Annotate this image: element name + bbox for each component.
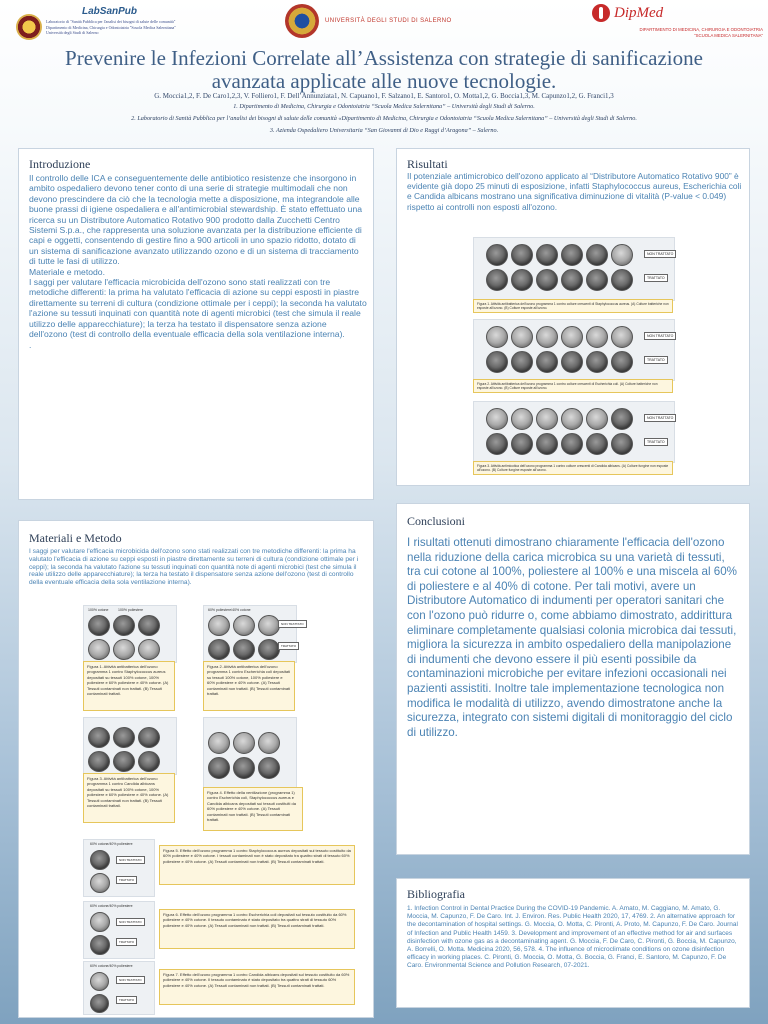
petri-dish bbox=[586, 408, 608, 430]
petri-dish bbox=[536, 351, 558, 373]
petri-dish bbox=[511, 433, 533, 455]
petri-dish bbox=[536, 433, 558, 455]
dipmed-wordmark: DipMed bbox=[614, 5, 664, 21]
petri-dish bbox=[561, 244, 583, 266]
intro-title: Introduzione bbox=[29, 157, 91, 171]
petri-dish bbox=[536, 269, 558, 291]
petri-dish bbox=[138, 751, 160, 772]
petri-dish bbox=[511, 408, 533, 430]
methods-figure-4-caption: Figura 4. Effetto della ventilazione (programma 1) contro Escherichia coli, Staphylococcus aureus e Candida albicans depositati sui tessuti costituiti da 60% poliestere e 40% cotone. (A) Tessuti contaminati non trattati. (B) Tessuti contaminati trattati. bbox=[203, 787, 303, 831]
dipmed-logo bbox=[558, 4, 763, 44]
petri-dish bbox=[611, 408, 633, 430]
petri-dish bbox=[486, 433, 508, 455]
methods-figure-6: 60% cotone/40% poliestere NON TRATTATO TRATTATO bbox=[83, 901, 155, 959]
results-figure-1-caption: Figura 1. Attività antibatterica dell'ozono programma 1 contro colture crescenti di Staphylococcus aureus. (A) Colture batteriche non esposte all'ozono. (B) Colture esposte all'ozono. bbox=[473, 299, 673, 313]
label-trattato: TRATTATO bbox=[644, 274, 668, 282]
labsanpub-logo bbox=[8, 4, 198, 44]
petri-dish bbox=[233, 732, 255, 754]
methods-figure-1-caption: Figura 1. Attività antibatterica dell'ozono programma 1 contro Staphylococcus aureus depositati su tessuti 100% cotone, 100% poliestere e 60% poliestere e 40% cotone. (A) Tessuti contaminati non trattati. (B) Tessuti contaminati trattati. bbox=[83, 661, 175, 711]
intro-text: Il controllo delle ICA e conseguentemente delle antibiotico resistenze che insorgono in ambito ospedaliero devono tener conto di una serie di strategie multimodali che non devono prescindere da ciò che la tecnologia mette a disposizione, ma integrandole alle buone prassi di igiene ospedaliera e all'antimicrobial stewardship. È stato effettuato una ricerca su un Distributore Automatico Rotativo 900 prodotto dalla Zucchetti Centro Sistemi S.p.a., che rappresenta una soluzione avanzata per la distribuzione efficiente di capi e oggetti, consentendo di gestire fino a 900 articoli in uno spazio ridotto, dotato di un sistema di sanificazione avanzato utilizzando ozono e di un sistema di tracciamento di tutte le fasi di utilizzo. Materiale e metodo. I saggi per valutare l'efficacia microbicida dell'ozono sono stati realizzati con tre metodiche differenti: la prima ha valutato l'efficacia di azione su ceppi esposti in piastre direttamente su terreni di cultura (condizione ottimale per i ceppi); la seconda ha valutato l'azione su tessuti inquinati con quantità note di agenti microbici (test che simula il reale utilizzo delle apparecchiature); la terza ha testato il dispensatore senza azione dell'ozono (test di controllo della eventuale efficacia della sola ventilazione interna). . bbox=[29, 173, 367, 350]
petri-dish bbox=[486, 269, 508, 291]
labsanpub-description: Laboratorio di "Sanità Pubblica per l'analisi dei bisogni di salute delle comunità" Dipartimento di Medicina, Chirurgia e Odontoiatria "Scuola Medica Salernitana" Università degli Studi di Salerno bbox=[46, 19, 176, 35]
university-crest-icon bbox=[285, 4, 319, 38]
intro-panel bbox=[18, 148, 374, 500]
petri-dish bbox=[88, 751, 110, 772]
label-non-trattato: NON TRATTATO bbox=[644, 332, 676, 340]
petri-dish bbox=[138, 639, 160, 660]
results-figure-3 bbox=[473, 401, 675, 463]
petri-dish bbox=[486, 326, 508, 348]
bibliography-text: 1. Infection Control in Dental Practice During the COVID-19 Pandemic. A. Amato, M. Caggiano, M. Amato, G. Moccia, M. Capunzo, F. De Caro. Int. J. Environ. Res. Public Health 2020, 17, 4769. 2. An alternative approach for the decontamination of hospital settings. G. Moccia, O. Motta, C. Pironti, A. Proto, M. Capunzo, F. De Caro. Journal of Infection and Public Health 1459. 3. Development and improvement of an effective method for air and surfaces disinfection with ozone gas as a decontaminating agent. G. Moccia, F. De Caro, C. Pironti, G. Boccia, M. Capunzo, A. Borrelli, O. Motta. Medicina 2020, 56, 578. 4. The influence of microclimate conditions on ozone disinfection efficacy in working places. C. Pironti, G. Moccia, O. Motta, G. Boccia, G. Franci, E. Santoro, M. Capunzo, F. De Caro. Environmental Science and Pollution Research, 07-2021. bbox=[407, 905, 738, 970]
petri-dish bbox=[113, 727, 135, 748]
petri-dish bbox=[258, 639, 280, 660]
petri-dish bbox=[611, 433, 633, 455]
methods-figure-3 bbox=[83, 717, 177, 775]
results-panel bbox=[396, 148, 750, 486]
petri-dish bbox=[511, 326, 533, 348]
methods-figure-7-caption: Figura 7. Effetto dell'ozono programma 1 contro Candida albicans depositati sul tessuto costituito da 60% poliestere e 40% cotone. Il tessuto contaminato è stato depositato tra quattro strati di tessuto 60% poliestere e 40% cotone. (A) Tessuti contaminati non trattati. (B) Tessuti contaminati trattati. bbox=[159, 969, 355, 1005]
petri-dish bbox=[208, 757, 230, 779]
label-non-trattato: NON TRATTATO bbox=[644, 414, 676, 422]
results-figure-2 bbox=[473, 319, 675, 381]
label-non-trattato: NON TRATTATO bbox=[644, 250, 676, 258]
petri-dish bbox=[90, 873, 110, 893]
petri-dish bbox=[90, 912, 110, 932]
results-figure-3-caption: Figura 3. Attività antimicotica dell'ozono programma 1 contro colture crescenti di Candida albicans. (A) Colture fungine non esposte all'ozono. (B) Colture fungine esposte all'ozono. bbox=[473, 461, 673, 475]
petri-dish bbox=[586, 269, 608, 291]
results-figure-1 bbox=[473, 237, 675, 301]
methods-figure-7: 60% cotone/40% poliestere NON TRATTATO TRATTATO bbox=[83, 961, 155, 1015]
conclusions-title: Conclusioni bbox=[407, 514, 466, 528]
unisa-seal-icon bbox=[16, 14, 42, 40]
affiliation-1: 1. Dipartimento di Medicina, Chirurgia e Odontoiatria “Scuola Medica Salernitana” – Università degli Studi di Salerno. bbox=[233, 103, 535, 110]
methods-figure-2-caption: Figura 2. Attività antibatterica dell'ozono programma 1 contro Escherichia coli depositati su tessuti 100% cotone, 100% poliestere e 60% poliestere e 40% cotone. (A) Tessuti contaminati non trattati. (B) Tessuti contaminati trattati. bbox=[203, 661, 295, 711]
petri-dish bbox=[536, 326, 558, 348]
petri-dish bbox=[113, 639, 135, 660]
petri-dish bbox=[611, 244, 633, 266]
petri-dish bbox=[586, 326, 608, 348]
petri-dish bbox=[90, 850, 110, 870]
bibliography-title: Bibliografia bbox=[407, 887, 465, 901]
petri-dish bbox=[511, 351, 533, 373]
poster-title: Prevenire le Infezioni Correlate all’Assistenza con strategie di sanificazione avanzata applicate alle nuove tecnologie. bbox=[65, 46, 703, 93]
petri-dish bbox=[536, 244, 558, 266]
petri-dish bbox=[258, 757, 280, 779]
petri-dish bbox=[88, 727, 110, 748]
petri-dish bbox=[233, 615, 255, 636]
petri-dish bbox=[113, 615, 135, 636]
university-logo bbox=[285, 4, 465, 38]
caduceus-icon bbox=[592, 4, 610, 22]
dipmed-description: DIPARTIMENTO DI MEDICINA, CHIRURGIA E ODONTOIATRIA "SCUOLA MEDICA SALERNITANA" bbox=[639, 27, 763, 38]
methods-figure-6-caption: Figura 6. Effetto dell'ozono programma 1 contro Escherichia coli depositati sul tessuto costituito da 60% poliestere e 40% cotone. Il tessuto contaminato è stato depositato tra quattro strati di tessuto 60% poliestere e 40% cotone. (A) Tessuti contaminati non trattati. (B) Tessuti contaminati trattati. bbox=[159, 909, 355, 949]
methods-figure-5-caption: Figura 5. Effetto dell'ozono programma 1 contro Staphylococcus aureus depositati sul tessuto costituito da 60% poliestere e 40% cotone. I tessuti contaminati non è stato depositato tra quattro strati di tessuto 60% poliestere e 40% cotone. (A) Tessuti contaminati non trattati. (B) Tessuti contaminati trattati. bbox=[159, 845, 355, 885]
petri-dish bbox=[586, 433, 608, 455]
intro-subhead: Materiale e metodo. bbox=[29, 266, 105, 277]
conclusions-panel bbox=[396, 503, 750, 855]
petri-dish bbox=[511, 269, 533, 291]
petri-dish bbox=[258, 615, 280, 636]
petri-dish bbox=[486, 351, 508, 373]
petri-dish bbox=[113, 751, 135, 772]
petri-dish bbox=[90, 994, 109, 1013]
petri-dish bbox=[138, 615, 160, 636]
petri-dish bbox=[138, 727, 160, 748]
affiliation-2: 2. Laboratorio di Sanità Pubblica per l’analisi dei bisogni di salute delle comunità «Dipartimento di Medicina, Chirurgia e Odontoiatria “Scuola Medica Salernitana” – Università degli Studi di Salerno. bbox=[131, 115, 637, 122]
authors: G. Moccia1,2, F. De Caro1,2,3, V. Folliero1, F. Dell’Annunziata1, N. Capuano1, F. Salzano1, E. Santoro1, O. Motta1,2, G. Boccia1,3, M. Capunzo1,2, G. Franci1,3 bbox=[154, 92, 614, 100]
petri-dish bbox=[561, 269, 583, 291]
methods-figure-5: 60% cotone/40% poliestere NON TRATTATO TRATTATO bbox=[83, 839, 155, 897]
affiliation-3: 3. Azienda Ospedaliero Universitaria “San Giovanni di Dio e Ruggi d’Aragona” – Salerno. bbox=[269, 127, 499, 134]
petri-dish bbox=[561, 408, 583, 430]
petri-dish bbox=[511, 244, 533, 266]
petri-dish bbox=[586, 351, 608, 373]
petri-dish bbox=[90, 935, 110, 955]
petri-dish bbox=[233, 639, 255, 660]
results-text: Il potenziale antimicrobico dell'ozono applicato al “Distributore Automatico Rotativo 900” è evidente già dopo 25 minuti di esposizione, infatti Staphylococcus aureus, Escherichia coli e Candida albicans mostrano una significativa diminuzione di vitalità (P-value < 0.049) rispetto ai controlli non esposti all'ozono. bbox=[407, 171, 742, 212]
methods-figure-3-caption: Figura 3. Attività antibatterica dell'ozono programma 1 contro Candida albicans depositati su tessuti 100% cotone, 100% poliestere e 60% poliestere e 40% cotone. (A) Tessuti contaminati non trattati. (B) Tessuti contaminati trattati. bbox=[83, 773, 175, 823]
results-figure-2-caption: Figura 2. Attività antibatterica dell'ozono programma 1 contro colture crescenti di Escherichia coli. (A) Colture batteriche non esposte all'ozono. (B) Colture esposte all'ozono. bbox=[473, 379, 673, 393]
results-title: Risultati bbox=[407, 157, 448, 171]
petri-dish bbox=[233, 757, 255, 779]
methods-figure-4 bbox=[203, 717, 297, 789]
petri-dish bbox=[90, 972, 109, 991]
labsanpub-wordmark: LabSanPub bbox=[82, 6, 138, 17]
methods-text: I saggi per valutare l'efficacia microbicida dell'ozono sono stati realizzati con tre metodiche differenti: la prima ha valutato l'efficacia di azione su ceppi esposti in piastre direttamente su terreni di cultura (condizione ottimale per i ceppi); la seconda ha valutato l'azione su tessuti inquinati con quantità note di agenti microbici (test che simula il reale utilizzo delle apparecchiature); la terza ha testato il dispensatore senza azione dell'ozono (test di controllo della eventuale efficacia della sola ventilazione interna). bbox=[29, 548, 359, 587]
petri-dish bbox=[611, 269, 633, 291]
bibliography-panel bbox=[396, 878, 750, 1008]
label-trattato: TRATTATO bbox=[644, 438, 668, 446]
methods-panel bbox=[18, 520, 374, 1018]
petri-dish bbox=[561, 433, 583, 455]
university-name: UNIVERSITÀ DEGLI STUDI DI SALERNO bbox=[325, 18, 452, 24]
label-trattato: TRATTATO bbox=[644, 356, 668, 364]
petri-dish bbox=[561, 326, 583, 348]
petri-dish bbox=[586, 244, 608, 266]
petri-dish bbox=[208, 639, 230, 660]
methods-figure-1: 100% cotone 100% poliestere bbox=[83, 605, 177, 663]
petri-dish bbox=[536, 408, 558, 430]
methods-figure-2: 60% poliestere/40% cotone NON TRATTATO TRATTATO bbox=[203, 605, 297, 663]
petri-dish bbox=[208, 615, 230, 636]
petri-dish bbox=[208, 732, 230, 754]
petri-dish bbox=[486, 408, 508, 430]
petri-dish bbox=[88, 615, 110, 636]
petri-dish bbox=[258, 732, 280, 754]
petri-dish bbox=[611, 351, 633, 373]
petri-dish bbox=[486, 244, 508, 266]
methods-title: Materiali e Metodo bbox=[29, 531, 122, 545]
conclusions-text: I risultati ottenuti dimostrano chiaramente l'efficacia dell'ozono nella riduzione della carica microbica su una varietà di tessuti, tra cui cotone al 100%, poliestere al 100% e una miscela al 60% di poliestere e al 40% di cotone. Per tali motivi, avere un Distributore Automatico di indumenti per operatori sanitari che con l'ozono può ridurre o, come abbiamo dimostrato, addirittura eliminare completamente qualsiasi colonia microbica dai tessuti, migliora la sicurezza in ambito ospedaliero della manipolazione di indumenti che devono essere il più esenti possibile da contaminazioni microbiche per evitare infezioni occasionali nei pazienti assistiti. Inoltre tale implementazione tecnologica non modifica le modalità di utilizzo, avendo dimostratone anche la sicurezza, integrato con sistemi digitali di monitoraggio del ciclo di utilizzo. bbox=[407, 536, 737, 739]
petri-dish bbox=[611, 326, 633, 348]
petri-dish bbox=[561, 351, 583, 373]
petri-dish bbox=[88, 639, 110, 660]
